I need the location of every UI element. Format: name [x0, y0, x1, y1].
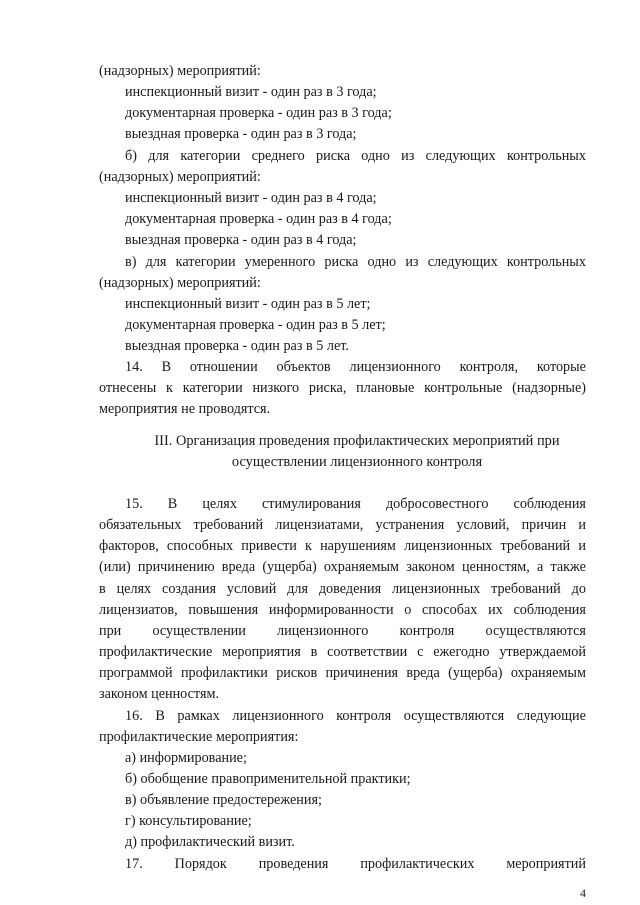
word: контрольных [506, 148, 586, 164]
word: профилактики [180, 665, 268, 681]
word: устранения [375, 517, 445, 533]
text-line: документарная проверка - один раз в 4 года; [125, 211, 392, 227]
word: (ущерба) [262, 559, 317, 575]
word: рамках [177, 708, 220, 724]
text-line [99, 557, 586, 577]
word: вреда [406, 665, 440, 681]
word: одно [367, 254, 397, 270]
word: лицензионного [232, 708, 324, 724]
word: к [305, 538, 312, 554]
text-line [125, 494, 586, 514]
text-line: инспекционный визит - один раз в 5 лет; [125, 296, 371, 312]
word: стимулирования [261, 496, 361, 512]
word: информированности [268, 602, 394, 618]
text-line: а) информирование; [125, 750, 247, 766]
word: В [155, 708, 165, 724]
word: в [99, 581, 106, 597]
section-heading-line: III. Организация проведения профилактических мероприятий при [154, 433, 560, 449]
word: среднего [251, 148, 305, 164]
word: профилактические [99, 644, 213, 660]
word: о [404, 602, 412, 618]
word: для [148, 148, 170, 164]
word: объектов [276, 359, 331, 375]
word: и [578, 517, 586, 533]
word: до [571, 581, 586, 597]
word: низкого [252, 380, 300, 396]
word: В [167, 496, 178, 512]
word: их [488, 602, 503, 618]
text-line [125, 252, 586, 272]
word: лицензионных [404, 538, 493, 554]
text-line [125, 146, 586, 166]
word: 16. [125, 708, 143, 724]
text-line: выездная проверка - один раз в 5 лет. [125, 338, 349, 354]
word: осуществляются [403, 708, 505, 724]
text-line: мероприятия не проводятся. [99, 401, 271, 417]
word: 15. [125, 496, 143, 512]
word: доведения [318, 581, 382, 597]
word: условий [226, 581, 277, 597]
text-line: выездная проверка - один раз в 3 года; [125, 126, 357, 142]
word: из [405, 254, 419, 270]
word: соблюдения [513, 496, 586, 512]
word: а [537, 559, 544, 575]
word: причинению [137, 559, 215, 575]
word: для [287, 581, 308, 597]
text-line [125, 854, 586, 874]
word: повышения [188, 602, 259, 618]
word: отнесены [99, 380, 157, 396]
word: также [550, 559, 586, 575]
word: одно [361, 148, 390, 164]
text-line: документарная проверка - один раз в 5 лет; [125, 317, 386, 333]
word: следующих [427, 254, 498, 270]
text-line [99, 579, 586, 599]
word: в [310, 644, 318, 660]
word: (надзорные) [512, 380, 586, 396]
word: добросовестного [385, 496, 489, 512]
word: причин [521, 517, 567, 533]
word: отношении [189, 359, 258, 375]
word: В [161, 359, 172, 375]
word: риска, [308, 380, 347, 396]
word: проведения [258, 856, 329, 872]
word: требований [500, 538, 571, 554]
word: мероприятия [222, 644, 301, 660]
word: привести [241, 538, 297, 554]
text-line [99, 536, 586, 556]
word: обязательных [99, 517, 182, 533]
word: рисков [276, 665, 318, 681]
word: ценностям, [461, 559, 530, 575]
word: осуществлении [152, 623, 246, 639]
word: контроля [336, 708, 392, 724]
word: мероприятий [506, 856, 586, 872]
word: осуществляются [485, 623, 586, 639]
text-line [99, 621, 586, 641]
text-line: б) обобщение правоприменительной практики; [125, 771, 411, 787]
text-line: профилактические мероприятия: [99, 729, 299, 745]
text-line [99, 642, 586, 662]
word: утверждаемой [499, 644, 586, 660]
page-number: 4 [580, 886, 586, 900]
word: умеренного [244, 254, 316, 270]
word: следующих [425, 148, 496, 164]
word: контрольные [424, 380, 503, 396]
word: нарушениям [320, 538, 396, 554]
word: лицензионного [349, 359, 441, 375]
word: б) [125, 148, 137, 164]
text-line [99, 663, 586, 683]
section-heading-line: осуществлении лицензионного контроля [231, 454, 483, 470]
word: охраняемым [323, 559, 400, 575]
word: которые [536, 359, 586, 375]
word: Порядок [174, 856, 227, 872]
word: условий, [456, 517, 510, 533]
word: причинения [325, 665, 399, 681]
word: контроля, [459, 359, 519, 375]
word: и [578, 538, 586, 554]
word: соблюдения [513, 602, 586, 618]
text-line [125, 357, 586, 377]
word: с [417, 644, 424, 660]
word: лицензиатами, [275, 517, 364, 533]
word: профилактических [360, 856, 475, 872]
word: охраняемым [510, 665, 586, 681]
word: к [166, 380, 173, 396]
word: законом [406, 559, 455, 575]
word: следующие [516, 708, 586, 724]
word: способах [422, 602, 478, 618]
word: факторов, [99, 538, 159, 554]
text-line: (надзорных) мероприятий: [99, 275, 261, 291]
word: ежегодно [433, 644, 490, 660]
word: категории [182, 380, 243, 396]
text-line: (надзорных) мероприятий: [99, 169, 261, 185]
word: из [401, 148, 415, 164]
word: категории [180, 148, 241, 164]
text-line [99, 600, 586, 620]
word: риска [324, 254, 359, 270]
word: в) [125, 254, 137, 270]
word: целях [202, 496, 237, 512]
word: лицензиатов, [99, 602, 178, 618]
word: требований [491, 581, 561, 597]
text-line [99, 515, 586, 535]
word: лицензионного [277, 623, 369, 639]
word: для [145, 254, 167, 270]
word: при [99, 623, 122, 639]
word: требований [193, 517, 264, 533]
text-line: инспекционный визит - один раз в 3 года; [125, 84, 377, 100]
text-line [99, 378, 586, 398]
word: (или) [99, 559, 131, 575]
word: целях [116, 581, 152, 597]
text-line: документарная проверка - один раз в 3 года; [125, 105, 392, 121]
word: создания [162, 581, 216, 597]
word: способных [166, 538, 234, 554]
word: контроля [399, 623, 455, 639]
word: лицензионных [391, 581, 481, 597]
text-line: законом ценностям. [99, 686, 219, 702]
word: вреда [221, 559, 256, 575]
text-line [125, 706, 586, 726]
word: контрольных [506, 254, 586, 270]
word: программой [99, 665, 173, 681]
word: риска [316, 148, 350, 164]
text-line: г) консультирование; [125, 813, 252, 829]
text-line: инспекционный визит - один раз в 4 года; [125, 190, 377, 206]
text-line: в) объявление предостережения; [125, 792, 322, 808]
word: (ущерба) [448, 665, 503, 681]
word: категории [175, 254, 236, 270]
word: плановые [356, 380, 415, 396]
word: 14. [125, 359, 143, 375]
text-line: (надзорных) мероприятий: [99, 63, 261, 79]
word: 17. [125, 856, 143, 872]
text-line: выездная проверка - один раз в 4 года; [125, 232, 357, 248]
text-line: д) профилактический визит. [125, 834, 295, 850]
word: соответствии [327, 644, 408, 660]
